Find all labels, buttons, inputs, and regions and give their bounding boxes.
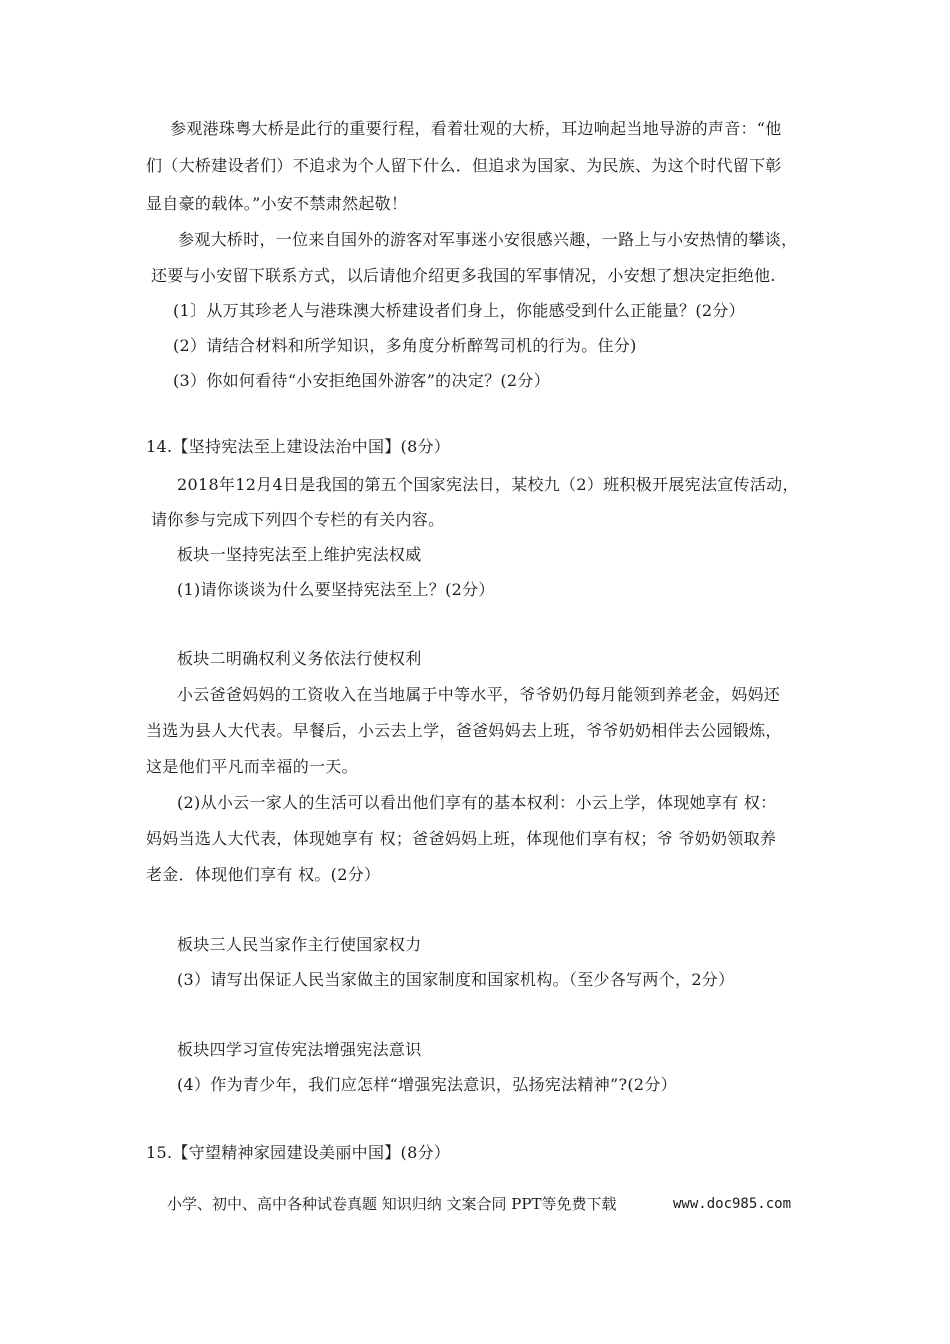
block-title: 板块三人民当家作主行使国家权力 <box>177 935 422 954</box>
paragraph-line: 参观港珠粤大桥是此行的重要行程，看着壮观的大桥，耳边响起当地导游的声音：“他 <box>170 119 782 138</box>
paragraph-line: 2018年12月4日是我国的第五个国家宪法日，某校九（2）班积极开展宪法宣传活动， <box>177 475 799 494</box>
paragraph-line: 参观大桥时，一位来自国外的游客对军事迷小安很感兴趣，一路上与小安热情的攀谈， <box>178 230 798 249</box>
question-line: 老金．体现他们享有 权。(2分） <box>146 865 381 884</box>
question-line: (1)请你谈谈为什么要坚持宪法至上？(2分） <box>177 580 495 599</box>
paragraph-line: 显自豪的载体。”小安不禁肃然起敬！ <box>146 194 408 213</box>
question-line: (3）请写出保证人民当家做主的国家制度和国家机构。（至少各写两个，2分） <box>177 970 735 989</box>
footer-text: 小学、初中、高中各种试卷真题 知识归纳 文案合同 PPT等免费下载 <box>167 1195 617 1213</box>
question-line: (2）请结合材料和所学知识，多角度分析醉驾司机的行为。住分) <box>173 336 637 355</box>
paragraph-line: 请你参与完成下列四个专栏的有关内容。 <box>151 510 445 529</box>
paragraph-line: 这是他们平凡而幸福的一天。 <box>146 757 358 776</box>
footer-url[interactable]: www.doc985.com <box>673 1196 792 1212</box>
block-title: 板块一坚持宪法至上维护宪法权威 <box>177 545 422 564</box>
paragraph-line: 们（大桥建设者们）不追求为个人留下什么．但追求为国家、为民族、为这个时代留下彰 <box>146 156 782 175</box>
section-heading: 15.【守望精神家园建设美丽中国】(8分） <box>146 1143 451 1162</box>
question-line: 妈妈当选人大代表，体现她享有 权；爸爸妈妈上班，体现他们享有权；爷 爷奶奶领取养 <box>146 829 777 848</box>
question-line: (1〕从万其珍老人与港珠澳大桥建设者们身上，你能感受到什么正能量？(2分） <box>173 301 745 320</box>
question-line: (2)从小云一家人的生活可以看出他们享有的基本权利：小云上学，体现她享有 权： <box>177 793 777 812</box>
section-heading: 14.【坚持宪法至上建设法治中国】(8分） <box>146 437 451 456</box>
question-line: (3）你如何看待“小安拒绝国外游客”的决定？(2分） <box>173 371 551 390</box>
block-title: 板块四学习宣传宪法增强宪法意识 <box>177 1040 422 1059</box>
paragraph-line: 小云爸爸妈妈的工资收入在当地属于中等水平，爷爷奶仍每月能领到养老金，妈妈还 <box>177 685 781 704</box>
paragraph-line: 还要与小安留下联系方式，以后请他介绍更多我国的军事情况，小安想了想决定拒绝他. <box>151 266 776 285</box>
question-line: (4）作为青少年，我们应怎样“增强宪法意识，弘扬宪法精神”?(2分） <box>177 1075 677 1094</box>
block-title: 板块二明确权利义务依法行使权利 <box>177 649 422 668</box>
paragraph-line: 当选为县人大代表。早餐后，小云去上学，爸爸妈妈去上班，爷爷奶奶相伴去公园锻炼， <box>146 721 782 740</box>
